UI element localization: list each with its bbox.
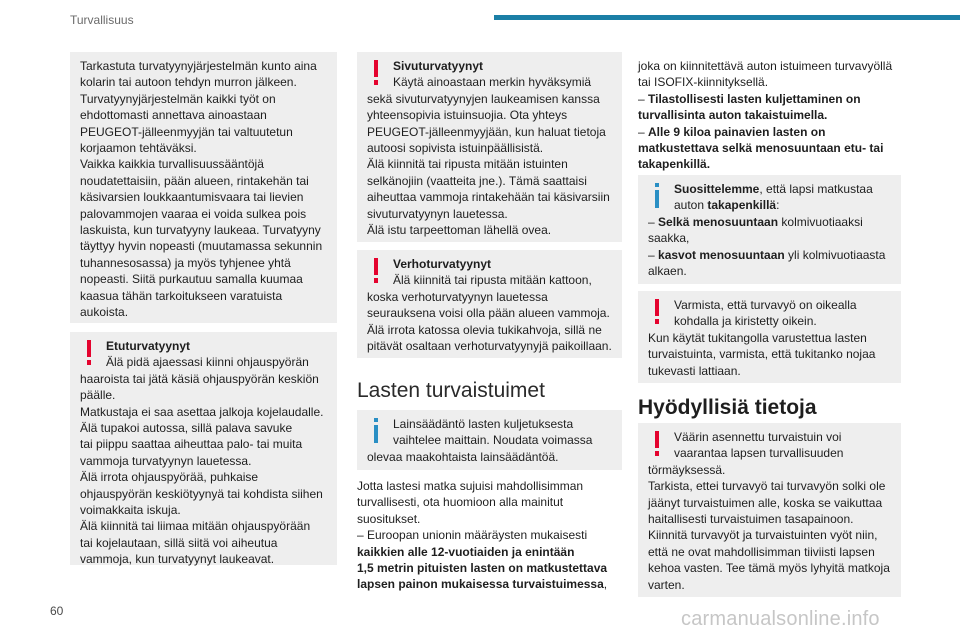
list-item: – Tilastollisesti lasten kuljettaminen on	[638, 91, 861, 106]
text-line: päälle.	[80, 388, 116, 403]
text-line: vammoja turvatyynyn lauetessa.	[80, 453, 252, 468]
paragraph-lines	[638, 58, 910, 91]
text-line: Älä irrota ohjauspyörää, puhkaise	[80, 470, 259, 485]
text-line: Älä istu tarpeettoman lähellä ovea.	[367, 223, 552, 238]
box-text	[367, 91, 612, 239]
text-line: tai ISOFIX-kiinnityksellä.	[638, 75, 769, 90]
section-title: Turvallisuus	[70, 13, 134, 27]
warning-icon	[371, 60, 381, 86]
info-box-legislation	[357, 410, 622, 470]
text-line: autoosi sopivista istuinpäällisistä.	[367, 141, 544, 156]
text-line: varten.	[648, 577, 685, 592]
header-accent-bar	[494, 15, 960, 20]
box-text	[367, 449, 612, 465]
text-line: kehoa vasten. Tee tämä myös lyhyitä matkoja	[648, 561, 890, 576]
info-box-airbag-check	[70, 52, 337, 323]
bold-lines	[357, 544, 622, 593]
box-line: auton takapenkillä:	[674, 198, 780, 213]
box-line: Suosittelemme, että lapsi matkustaa	[674, 182, 873, 196]
box-line: – kasvot menosuuntaan yli kolmivuotiaasta	[648, 247, 886, 262]
text-line: 1,5 metrin pituisten lasten on matkustettava	[357, 561, 608, 576]
section-heading: Lasten turvaistuimet	[357, 379, 545, 402]
warning-box-side-airbags	[357, 52, 622, 242]
text-line: Kun käytät tukitangolla varustettua lasten	[648, 330, 867, 345]
box-first-line: Käytä ainoastaan merkin hyväksymiä	[393, 75, 592, 90]
page-number: 60	[50, 604, 64, 618]
text-line: voimakkaita iskuja.	[80, 503, 181, 518]
text-line: että ne ovat mahdollisimman tiiviisti lapsen	[648, 544, 875, 559]
text-line: haaroista tai jätä käsiä ohjauspyörän keskiön	[80, 371, 319, 386]
warning-box-curtain-airbags	[357, 250, 622, 358]
text-line: laskuista, kun turvatyyny laukeaa. Turvatyyny	[80, 223, 321, 238]
text-line: jäänyt turvaistuimen alle, koska se vaikuttaa	[648, 495, 883, 510]
text-line: Matkustaja ei saa asettaa jalkoja kojelaudalle.	[80, 404, 324, 419]
watermark: carmanualsonline.info	[681, 608, 880, 630]
box-line: alkaen.	[648, 264, 687, 279]
text-line: olevaa maakohtaista lainsäädäntöä.	[367, 449, 559, 464]
text-line: Jotta lastesi matka sujuisi mahdollisimman	[357, 479, 584, 493]
text-line: haitallisesti turvaistuimen tasapainoon.	[648, 512, 854, 527]
text-line: Väärin asennettu turvaistuin voi	[674, 430, 842, 444]
info-icon	[371, 418, 381, 444]
text-line: tai piippu saattaa aiheuttaa palo- tai muita	[80, 437, 303, 452]
box-first-line: Älä pidä ajaessasi kiinni ohjauspyörän	[106, 355, 309, 370]
box-first-lines	[648, 429, 891, 462]
info-box-rear-seat	[638, 175, 901, 284]
warning-icon	[84, 340, 94, 366]
text-line: turvallisesti, ota huomioon alla mainitut	[357, 495, 564, 510]
box-first-lines	[367, 416, 612, 449]
warning-box-front-airbags	[70, 332, 337, 565]
box-title: Etuturvatyynyt	[106, 339, 191, 353]
text-line: Tarkista, ettei turvavyö tai turvavyön solki ole	[648, 479, 886, 494]
text-line: vammoja, kun turvatyynyt laukeavat.	[80, 552, 275, 567]
list-item-cont: turvallisinta auton takaistuimella.	[638, 108, 828, 123]
text-line: PEUGEOT-jälleenmyyjään, kun haluat tietoja	[367, 124, 606, 139]
text-line: Vaikka kaikkia turvallisuussääntöjä	[80, 157, 264, 172]
text-line: Varmista, että turvavyö on oikealla	[674, 298, 857, 312]
warning-box-seatbelt	[638, 291, 901, 383]
text-line: törmäyksessä.	[648, 462, 726, 477]
text-line: koska verhoturvatyynyn lauetessa	[367, 289, 548, 304]
text-line: ehdottomasti annettava ainoastaan	[80, 108, 267, 123]
text-line: palovammojen vaaraa ei voida sulkea pois	[80, 206, 307, 221]
text-line: lapsen painon mukaisessa turvaistuimessa	[357, 577, 604, 592]
text-line: kohdalla ja kiristetty oikein.	[674, 314, 817, 329]
text-line: vaihtelee maittain. Noudata voimassa	[393, 433, 593, 448]
box-text	[80, 58, 327, 321]
text-line: täyttyy hyvin nopeasti (muutamassa sekunnin	[80, 239, 323, 254]
text-line: seurauksena voisi olla pään alueen vammoja.	[367, 306, 610, 321]
box-title: Sivuturvatyynyt	[393, 59, 484, 73]
paragraph-lines	[357, 478, 622, 544]
box-text	[648, 462, 891, 593]
child-seat-paragraph	[357, 478, 622, 593]
text-line: nopeasti. Siitä purkautuu samalla kuumaa	[80, 272, 303, 287]
text-line: yhteensopivia istuinsuojia. Ota yhteys	[367, 108, 568, 123]
text-line: pitävät osaltaan verhoturvatyynyjä paikoillaan.	[367, 339, 612, 354]
box-text	[367, 289, 612, 355]
warning-icon	[652, 299, 662, 325]
text-line: sivuturvatyynyn lauetessa.	[367, 206, 508, 221]
section-heading: Hyödyllisiä tietoja	[638, 396, 817, 419]
text-line: suositukset.	[357, 511, 421, 526]
text-line: korjaamon tehtäväksi.	[80, 141, 197, 156]
text-line: ohjauspyörän keskiötyynyä tai kohdista siihen	[80, 486, 323, 501]
text-line: selkänojiin (vaatteita jne.). Tämä saattaisi	[367, 173, 587, 188]
text-line: Tarkastuta turvatyynyjärjestelmän kunto aina	[80, 59, 317, 73]
warning-box-installation	[638, 423, 901, 597]
info-icon	[652, 183, 662, 209]
text-line: vaarantaa lapsen turvallisuuden	[674, 446, 844, 461]
warning-icon	[371, 258, 381, 284]
list-item-cont: takapenkillä.	[638, 157, 711, 172]
text-line: Kiinnitä turvavyöt ja turvaistuinten vyöt niin,	[648, 528, 878, 543]
text-line: joka on kiinnitettävä auton istuimeen turvavyöllä	[638, 59, 893, 73]
text-line: tukevasti lattiaan.	[648, 363, 741, 378]
box-line: saakka,	[648, 231, 690, 246]
text-line: käsivarsien loukkaantumisvaara tai lievien	[80, 190, 304, 205]
box-line: – Selkä menosuuntaan kolmivuotiaaksi	[648, 214, 863, 229]
text-line: PEUGEOT-jälleenmyyjän tai valtuutetun	[80, 124, 293, 139]
text-line: Älä tupakoi autossa, sillä palava savuke	[80, 421, 293, 436]
text-line: Älä kiinnitä tai liimaa mitään ohjauspyörään	[80, 519, 311, 534]
text-line: – Euroopan unionin määräysten mukaisesti	[357, 528, 588, 543]
text-line: Älä kiinnitä tai ripusta mitään istuinten	[367, 157, 568, 172]
text-line: Turvatyynyjärjestelmän kaikki työt on	[80, 91, 276, 106]
list-item: – Alle 9 kiloa painavien lasten on	[638, 124, 826, 139]
text-line: kaasua tähän tarkoitukseen varatuista	[80, 288, 283, 303]
text-line: turvaistuinta, varmista, että tukitanko nojaa	[648, 347, 876, 362]
box-text	[80, 371, 327, 568]
box-first-line: Älä kiinnitä tai ripusta mitään kattoon,	[393, 273, 592, 288]
text-line: noudatettaisiin, pään alueen, rintakehän tai	[80, 173, 309, 188]
text-line: sekä sivuturvatyynyjen laukeamisen kanssa	[367, 91, 600, 106]
text-line: Älä irrota katossa olevia tukikahvoja, sillä ne	[367, 322, 602, 337]
warning-icon	[652, 431, 662, 457]
box-first-lines	[648, 297, 891, 330]
child-seat-recommendations	[638, 58, 910, 173]
text-line: aukoista.	[80, 305, 129, 320]
box-text	[648, 330, 891, 379]
box-title: Verhoturvatyynyt	[393, 257, 492, 271]
text-line: tuhannesosassa) ja myös tyhjenee yhtä	[80, 255, 291, 270]
trailing-comma: ,	[603, 577, 608, 592]
text-line: tai kojelautaan, sillä siitä voi aiheutua	[80, 535, 278, 550]
text-line: kolarin tai autoon tehdyn murron jälkeen.	[80, 75, 297, 90]
text-line: aiheuttaa vammoja rintakehään tai käsivarsiin	[367, 190, 610, 205]
list-item-cont: matkustettava selkä menosuuntaan etu- tai	[638, 141, 884, 156]
text-line: Lainsäädäntö lasten kuljetuksesta	[393, 417, 574, 431]
text-line: kaikkien alle 12-vuotiaiden ja enintään	[357, 544, 575, 559]
